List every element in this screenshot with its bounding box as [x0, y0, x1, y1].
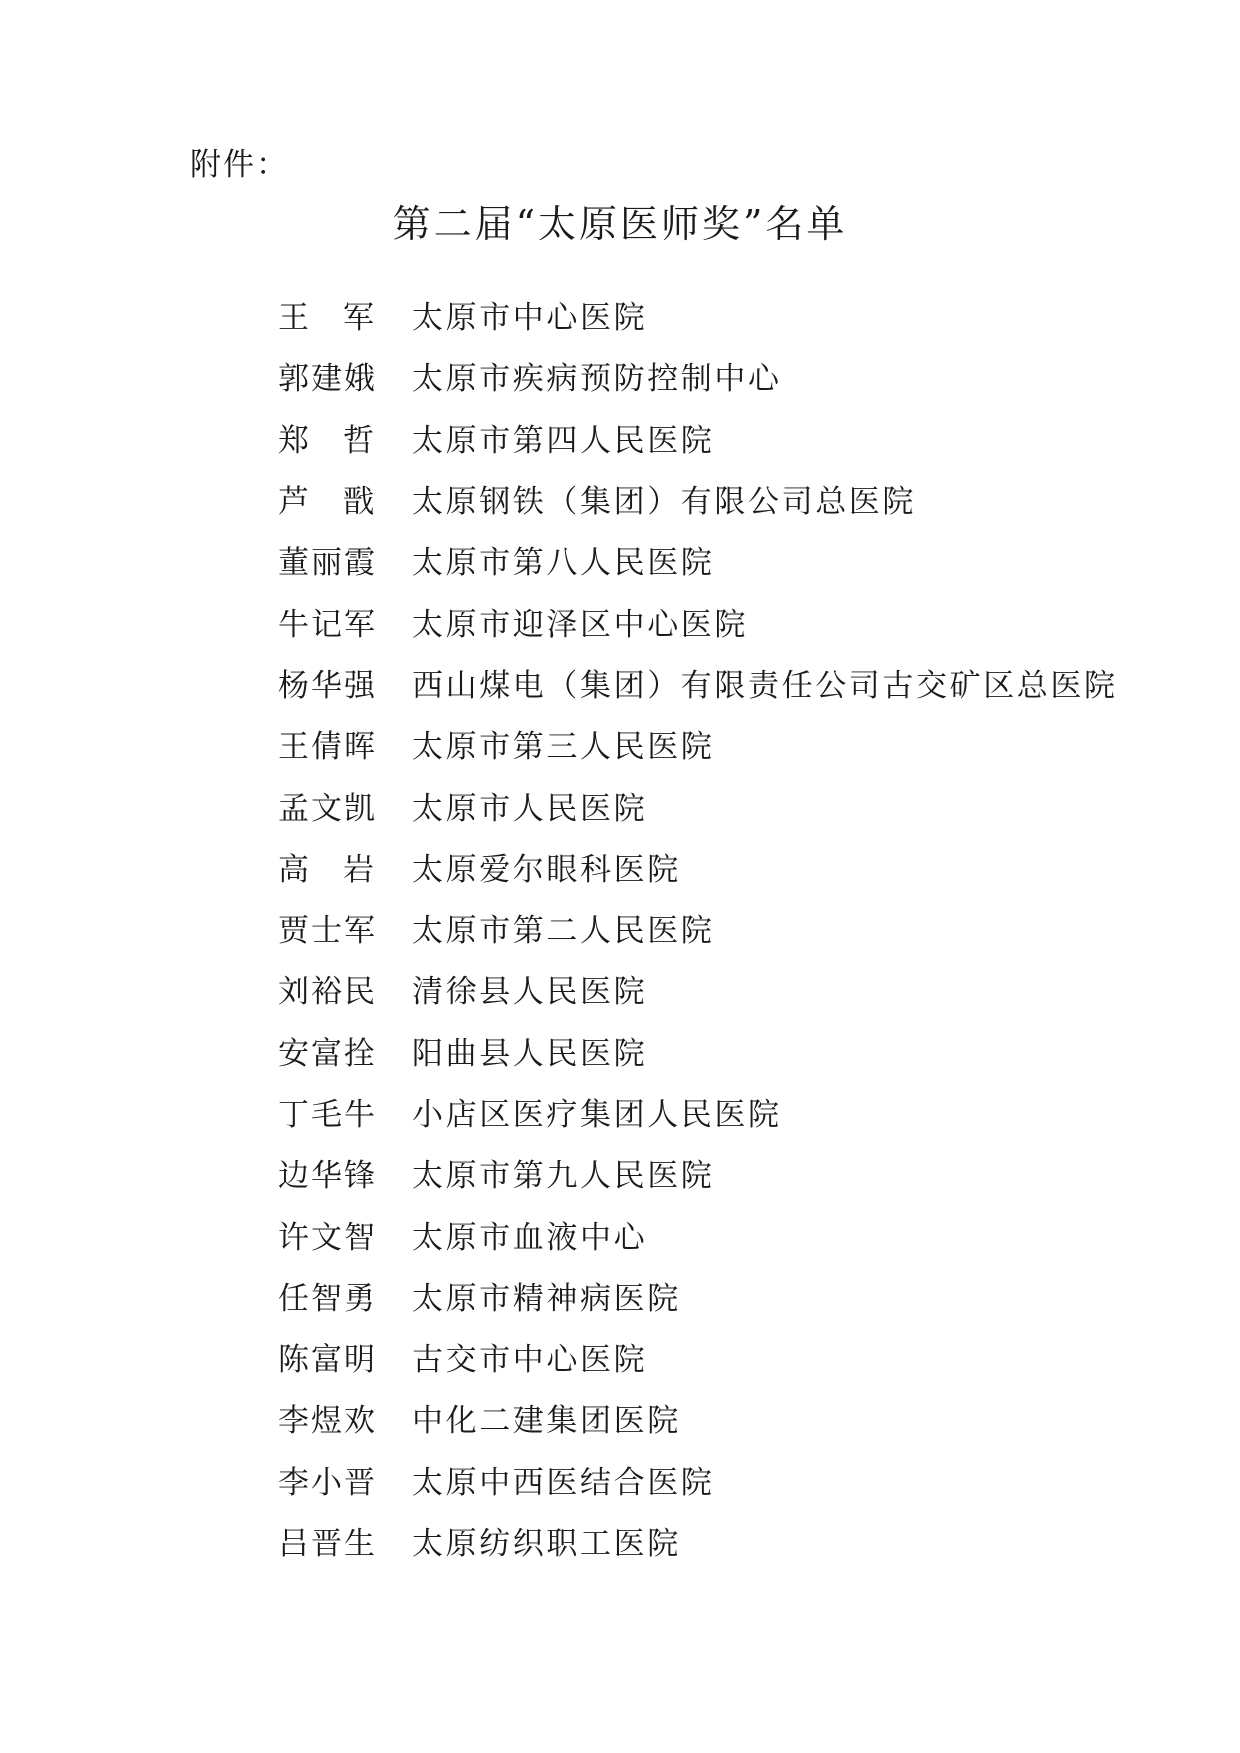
awardee-institution: 太原爱尔眼科医院	[412, 851, 681, 888]
awardee-institution: 太原市人民医院	[412, 790, 648, 827]
awardee-institution: 太原市第八人民医院	[412, 545, 715, 582]
awardee-institution: 太原市第九人民医院	[412, 1158, 715, 1195]
awardee-name: 郑 哲	[278, 422, 374, 459]
awardee-institution: 太原市迎泽区中心医院	[412, 606, 748, 643]
awardee-row	[278, 1269, 1118, 1330]
awardee-name: 李煜欢	[278, 1403, 377, 1440]
awardee-row	[278, 411, 1118, 472]
awardee-row	[278, 778, 1118, 839]
awardee-institution: 古交市中心医院	[412, 1342, 648, 1379]
awardee-institution: 太原市第二人民医院	[412, 913, 715, 950]
awardee-institution: 太原钢铁（集团）有限公司总医院	[412, 484, 916, 521]
awardee-name: 陈富明	[278, 1342, 377, 1379]
awardee-row	[278, 962, 1118, 1023]
awardee-institution: 太原市疾病预防控制中心	[412, 361, 782, 398]
awardee-name: 李小晋	[278, 1464, 377, 1501]
awardee-name: 边华锋	[278, 1158, 377, 1195]
awardee-row	[278, 1330, 1118, 1391]
awardee-name: 王 军	[278, 300, 374, 337]
awardee-name: 安富拴	[278, 1035, 377, 1072]
awardee-name: 高 岩	[278, 851, 374, 888]
awardee-institution: 阳曲县人民医院	[412, 1035, 648, 1072]
awardee-row	[278, 840, 1118, 901]
awardee-row	[278, 1453, 1118, 1514]
awardee-row	[278, 288, 1118, 349]
awardee-name: 丁毛牛	[278, 1097, 377, 1133]
awardee-row	[278, 1207, 1118, 1268]
awardee-institution: 太原市第四人民医院	[412, 422, 715, 459]
awardee-row	[278, 1024, 1118, 1085]
awardee-row	[278, 656, 1118, 717]
awardee-row	[278, 533, 1118, 594]
document-title: 第二届“太原医师奖”名单	[392, 202, 848, 246]
awardee-row	[278, 717, 1118, 778]
awardee-list	[278, 288, 1118, 1575]
awardee-row	[278, 594, 1118, 655]
awardee-institution: 小店区医疗集团人民医院	[412, 1097, 782, 1133]
attachment-label: 附件：	[190, 147, 289, 183]
awardee-name: 贾士军	[278, 913, 377, 950]
awardee-row	[278, 1514, 1118, 1575]
awardee-institution: 太原市血液中心	[412, 1219, 648, 1256]
awardee-institution: 太原纺织职工医院	[412, 1526, 681, 1563]
awardee-name: 刘裕民	[278, 974, 377, 1011]
awardee-name: 牛记军	[278, 606, 377, 643]
awardee-institution: 太原市精神病医院	[412, 1280, 681, 1317]
awardee-institution: 太原市中心医院	[412, 300, 648, 337]
awardee-name: 任智勇	[278, 1280, 377, 1317]
awardee-row	[278, 1085, 1118, 1146]
awardee-row	[278, 349, 1118, 410]
awardee-name: 芦 戬	[278, 484, 374, 521]
awardee-name: 孟文凯	[278, 790, 377, 827]
awardee-name: 许文智	[278, 1219, 377, 1256]
awardee-name: 杨华强	[278, 667, 377, 704]
awardee-institution: 太原市第三人民医院	[412, 729, 715, 766]
awardee-row	[278, 472, 1118, 533]
awardee-name: 吕晋生	[278, 1526, 377, 1563]
awardee-institution: 西山煤电（集团）有限责任公司古交矿区总医院	[412, 667, 1118, 704]
awardee-name: 郭建娥	[278, 361, 377, 398]
awardee-row	[278, 1146, 1118, 1207]
awardee-name: 王倩晖	[278, 729, 377, 766]
awardee-institution: 清徐县人民医院	[412, 974, 648, 1011]
awardee-institution: 太原中西医结合医院	[412, 1464, 715, 1501]
awardee-name: 董丽霞	[278, 545, 377, 582]
awardee-row	[278, 1391, 1118, 1452]
awardee-row	[278, 901, 1118, 962]
awardee-institution: 中化二建集团医院	[412, 1403, 681, 1440]
